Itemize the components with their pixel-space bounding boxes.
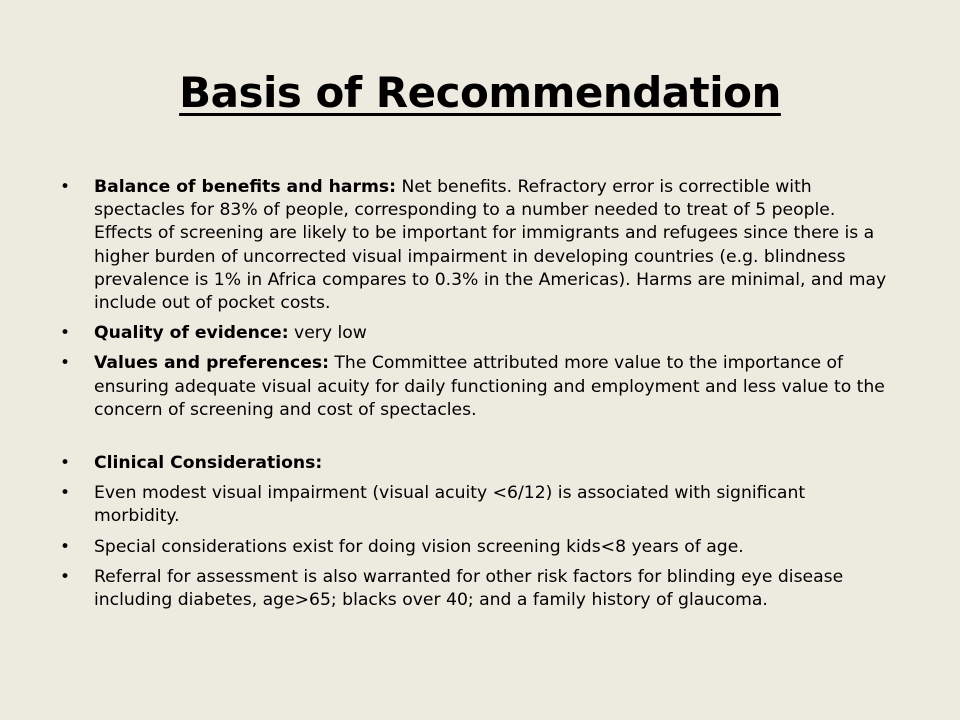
bullet-text: very low bbox=[288, 323, 367, 344]
bullet-text: Net benefits. Refractory error is correctible with spectacles for 83% of people, corresponding to a number needed to treat of 5 people. Effects of screening are likely to be important for immigrants and refugees since there is a higher burden of uncorrected visual impairment in developing countries (e.g. blindness prevalence is 1% in Africa compares to 0.3% in the Americas). Harms are minimal, and may include out of pocket costs. bbox=[94, 177, 887, 314]
bullet-point-icon: • bbox=[60, 353, 71, 374]
bullet-item-visual-impairment bbox=[58, 482, 888, 528]
slide-title-text: Basis of Recommendation bbox=[179, 68, 781, 117]
bullet-list bbox=[58, 176, 888, 619]
bullet-label: Balance of benefits and harms: bbox=[94, 177, 396, 197]
bullet-item-clinical-considerations bbox=[58, 452, 888, 475]
bullet-point-icon: • bbox=[60, 453, 71, 474]
bullet-text: Even modest visual impairment (visual acuity <6/12) is associated with significant morbidity. bbox=[94, 483, 806, 527]
bullet-point-icon: • bbox=[60, 536, 71, 557]
bullet-point-icon: • bbox=[60, 483, 71, 504]
bullet-label: Quality of evidence: bbox=[94, 323, 289, 344]
bullet-item-benefits-harms bbox=[58, 176, 888, 315]
bullet-point-icon: • bbox=[60, 323, 71, 344]
bullet-text: Special considerations exist for doing vision screening kids<8 years of age. bbox=[94, 536, 744, 557]
bullet-label: Clinical Considerations: bbox=[94, 453, 323, 474]
bullet-text: Referral for assessment is also warranted for other risk factors for blinding eye disease including diabetes, age>65; blacks over 40; and a family history of glaucoma. bbox=[94, 566, 844, 611]
bullet-point-icon: • bbox=[60, 177, 71, 197]
bullet-point-icon: • bbox=[60, 566, 71, 587]
bullet-text: The Committee attributed more value to the importance of ensuring adequate visual acuity for daily functioning and employment and less value to the concern of screening and cost of spectacles. bbox=[94, 353, 885, 420]
bullet-label: Values and preferences: bbox=[94, 353, 329, 374]
bullet-item-referral bbox=[58, 566, 888, 612]
bullet-item-values-preferences bbox=[58, 352, 888, 422]
bullet-item-special-considerations bbox=[58, 536, 888, 559]
bullet-item-quality-of-evidence bbox=[58, 322, 888, 345]
slide-title bbox=[0, 58, 960, 128]
